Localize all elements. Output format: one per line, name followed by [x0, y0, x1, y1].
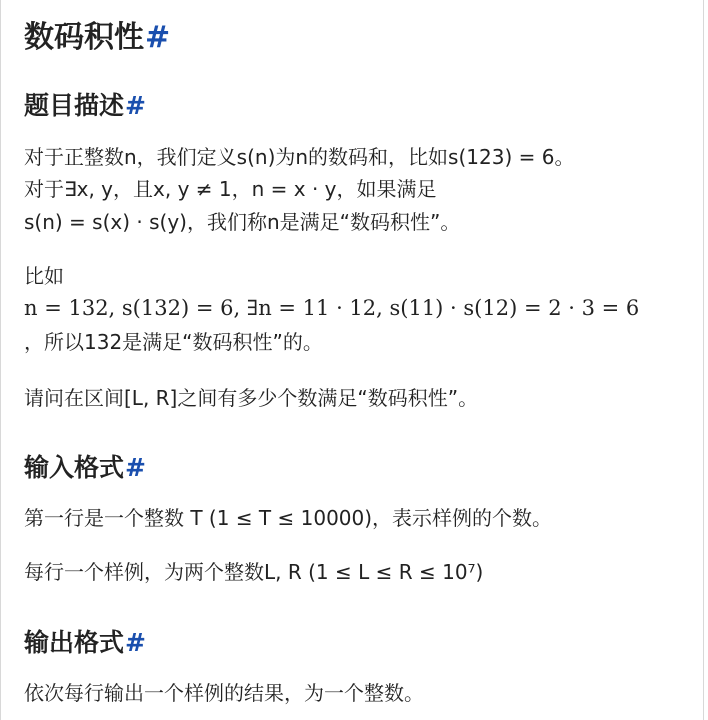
description-anchor-link[interactable]: #	[125, 91, 146, 120]
description-line-3: s(n) = s(x) · s(y)，我们称n是满足“数码积性”。	[24, 210, 461, 234]
description-line-4: 比如	[24, 264, 64, 288]
input-heading	[24, 448, 146, 484]
output-line-1: 依次每行输出一个样例的结果，为一个整数。	[24, 681, 424, 705]
page-title	[24, 12, 170, 56]
description-example-equation: n = 132, s(132) = 6, ∃n = 11 · 12, s(11) · s(12) = 2 · 3 = 6	[24, 296, 640, 320]
description-heading-text: 题目描述	[24, 91, 125, 120]
page-title-text: 数码积性	[24, 20, 144, 55]
description-line-2: 对于∃x, y，且x, y ≠ 1，n = x · y，如果满足	[24, 177, 437, 201]
input-line-2: 每行一个样例，为两个整数L, R (1 ≤ L ≤ R ≤ 10⁷)	[24, 560, 484, 584]
output-heading	[24, 623, 146, 659]
input-line-1: 第一行是一个整数 T (1 ≤ T ≤ 10000)，表示样例的个数。	[24, 506, 553, 530]
description-line-6: ，所以132是满足“数码积性”的。	[24, 330, 323, 354]
output-heading-text: 输出格式	[24, 628, 125, 657]
input-anchor-link[interactable]: #	[125, 453, 146, 482]
description-line-7: 请问在区间[L, R]之间有多少个数满足“数码积性”。	[24, 386, 479, 410]
description-line-1: 对于正整数n，我们定义s(n)为n的数码和，比如s(123) = 6。	[24, 145, 575, 169]
input-heading-text: 输入格式	[24, 453, 125, 482]
description-heading	[24, 86, 146, 122]
output-anchor-link[interactable]: #	[125, 628, 146, 657]
title-anchor-link[interactable]: #	[145, 20, 171, 55]
